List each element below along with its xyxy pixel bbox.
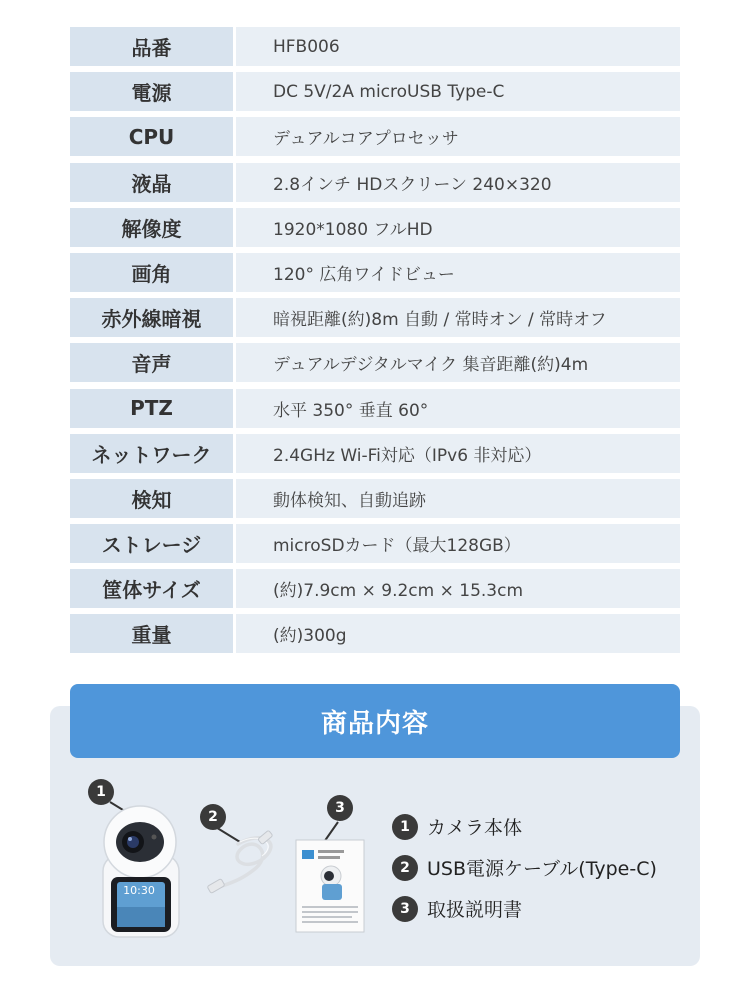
spec-label: 品番: [70, 27, 233, 66]
spec-label: CPU: [70, 117, 233, 156]
spec-row: [70, 253, 680, 292]
spec-value: HFB006: [236, 27, 680, 66]
spec-label: 液晶: [70, 163, 233, 202]
spec-value: 120° 広角ワイドビュー: [236, 253, 680, 292]
spec-label: 検知: [70, 479, 233, 518]
spec-row: [70, 208, 680, 247]
legend-label: 取扱説明書: [427, 899, 523, 921]
legend-item: [392, 806, 657, 847]
spec-label: 解像度: [70, 208, 233, 247]
legend-number-badge: 1: [392, 814, 418, 840]
spec-row: [70, 614, 680, 653]
spec-row: [70, 569, 680, 608]
camera-illustration: [88, 795, 198, 945]
spec-value: DC 5V/2A microUSB Type-C: [236, 72, 680, 111]
spec-label: 筐体サイズ: [70, 569, 233, 608]
spec-label: 電源: [70, 72, 233, 111]
manual-illustration: [292, 810, 372, 935]
spec-value: デュアルコアプロセッサ: [236, 117, 680, 156]
spec-label: ネットワーク: [70, 434, 233, 473]
spec-row: [70, 27, 680, 66]
legend-number-badge: 2: [392, 855, 418, 881]
spec-value: 水平 350° 垂直 60°: [236, 389, 680, 428]
spec-table: [70, 27, 680, 660]
spec-label: 画角: [70, 253, 233, 292]
spec-value: 2.8インチ HDスクリーン 240×320: [236, 163, 680, 202]
item-number-badge: 3: [327, 795, 353, 821]
spec-row: [70, 524, 680, 563]
spec-label: PTZ: [70, 389, 233, 428]
spec-value: 2.4GHz Wi-Fi対応（IPv6 非対応）: [236, 434, 680, 473]
camera-screen-time: 10:30: [123, 884, 155, 897]
contents-legend: [392, 806, 657, 929]
legend-item: [392, 888, 657, 929]
spec-row: [70, 343, 680, 382]
spec-row: [70, 298, 680, 337]
spec-row: [70, 434, 680, 473]
spec-row: [70, 163, 680, 202]
legend-label: USB電源ケーブル(Type-C): [427, 858, 657, 880]
spec-value: microSDカード（最大128GB）: [236, 524, 680, 563]
spec-value: (約)7.9cm × 9.2cm × 15.3cm: [236, 569, 680, 608]
spec-row: [70, 72, 680, 111]
spec-value: デュアルデジタルマイク 集音距離(約)4m: [236, 343, 680, 382]
spec-value: 1920*1080 フルHD: [236, 208, 680, 247]
item-number-badge: 2: [200, 804, 226, 830]
spec-label: 重量: [70, 614, 233, 653]
spec-row: [70, 389, 680, 428]
spec-label: 音声: [70, 343, 233, 382]
legend-number-badge: 3: [392, 896, 418, 922]
package-contents-title: 商品内容: [70, 684, 680, 758]
spec-row: [70, 479, 680, 518]
spec-label: 赤外線暗視: [70, 298, 233, 337]
spec-label: ストレージ: [70, 524, 233, 563]
item-number-badge: 1: [88, 779, 114, 805]
spec-value: 暗視距離(約)8m 自動 / 常時オン / 常時オフ: [236, 298, 680, 337]
legend-label: カメラ本体: [427, 817, 523, 839]
spec-value: (約)300g: [236, 614, 680, 653]
spec-row: [70, 117, 680, 156]
legend-item: [392, 847, 657, 888]
spec-value: 動体検知、自動追跡: [236, 479, 680, 518]
